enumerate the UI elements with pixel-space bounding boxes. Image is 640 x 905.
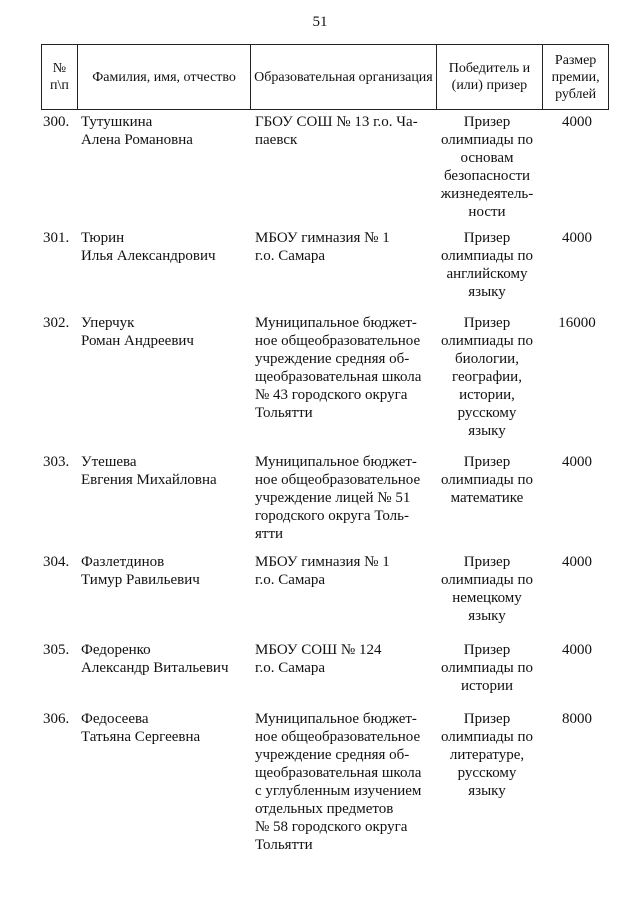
row-number: 303. [43,454,70,470]
row-organization: Муниципальное бюджет- ное общеобразовательное учреждение средняя об- щеобразовательная школа № 43 городского округа Тольятти [255,315,422,421]
row-organization: МБОУ СОШ № 124 г.о. Самара [255,642,382,676]
row-prize: 4000 [562,554,592,570]
row-name: Тюрин Илья Александрович [81,230,216,264]
row-result: Призер олимпиады по биологии, географии, истории, русскому языку [440,315,533,439]
row-organization: Муниципальное бюджет- ное общеобразовательное учреждение средняя об- щеобразовательная школа с углубленным изучением отдельных предметов № 58 городского округа Тольятти [255,711,422,853]
header-num: № п\п [42,45,78,109]
row-number: 300. [43,114,70,130]
page-number: 51 [312,14,328,30]
row-name: Федоренко Александр Витальевич [81,642,229,676]
row-result: Призер олимпиады по литературе, русскому языку [440,711,533,799]
row-number: 306. [43,711,70,727]
row-name: Уперчук Роман Андреевич [81,315,194,349]
row-prize: 4000 [562,230,592,246]
row-name: Утешева Евгения Михайловна [81,454,217,488]
row-result: Призер олимпиады по немецкому языку [440,554,533,624]
row-prize: 4000 [562,114,592,130]
row-result: Призер олимпиады по английскому языку [440,230,533,300]
header-prize: Размер премии, рублей [551,52,600,102]
row-organization: ГБОУ СОШ № 13 г.о. Ча- паевск [255,114,418,148]
row-result: Призер олимпиады по истории [440,642,533,694]
row-prize: 4000 [562,642,592,658]
row-name: Фазлетдинов Тимур Равильевич [81,554,200,588]
row-name: Тутушкина Алена Романовна [81,114,193,148]
row-organization: Муниципальное бюджет- ное общеобразовательное учреждение лицей № 51 городского округа Толь- ятти [255,454,421,542]
row-number: 302. [43,315,70,331]
row-result: Призер олимпиады по основам безопасности жизнедеятель- ности [440,114,534,220]
header-org: Образовательная организация [251,45,436,109]
row-prize: 8000 [562,711,592,727]
row-prize: 4000 [562,454,592,470]
row-organization: МБОУ гимназия № 1 г.о. Самара [255,230,390,264]
row-number: 301. [43,230,70,246]
table-header [41,44,609,110]
header-winner: Победитель и (или) призер [437,45,544,109]
row-result: Призер олимпиады по математике [440,454,533,506]
header-name: Фамилия, имя, отчество [78,45,251,109]
row-number: 304. [43,554,70,570]
row-name: Федосеева Татьяна Сергеевна [81,711,201,745]
row-number: 305. [43,642,70,658]
row-prize: 16000 [558,315,596,331]
row-organization: МБОУ гимназия № 1 г.о. Самара [255,554,390,588]
